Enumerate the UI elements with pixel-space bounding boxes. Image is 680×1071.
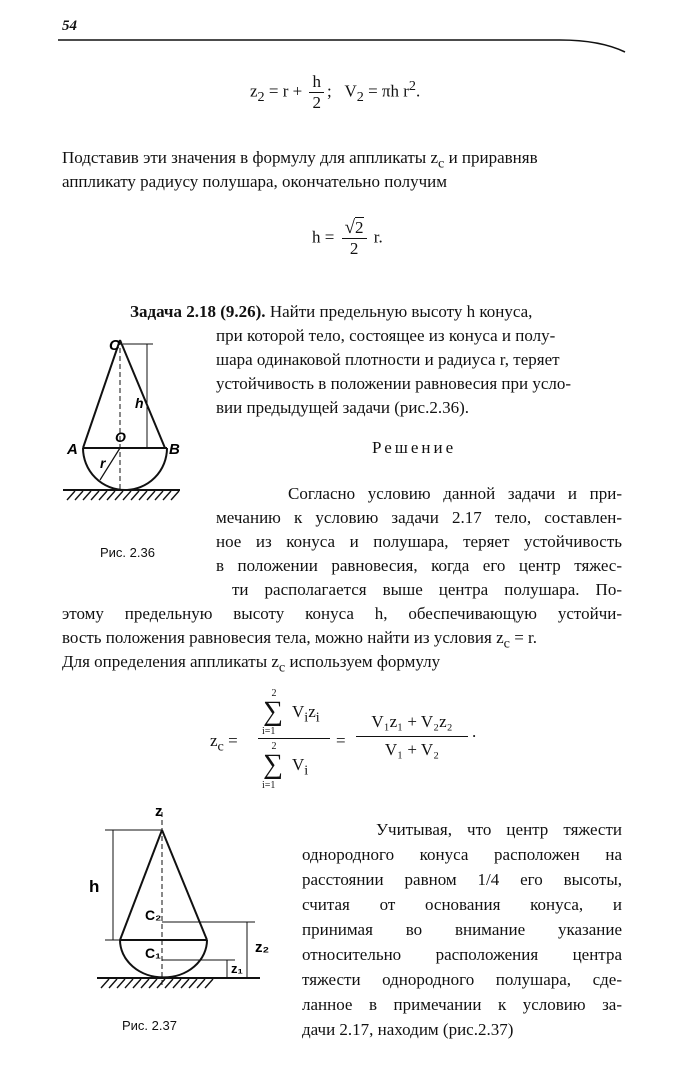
- paragraph-3-line-6: относительно расположения центра: [302, 945, 622, 964]
- page-number: 54: [62, 18, 77, 34]
- figure-2-36-caption: Рис. 2.36: [100, 545, 155, 560]
- paragraph-2-line-3: ное из конуса и полушара, теряет устойчивость: [216, 532, 622, 551]
- fig37-label-c2: C₂: [145, 907, 162, 923]
- paragraph-3-line-7: тяжести однородного полушара, сде-: [302, 970, 622, 989]
- formula-h: h = $\frac{√2}{2}$ r.: [312, 217, 383, 258]
- paragraph-3-line-5: принимая во внимание указание: [302, 920, 622, 939]
- paragraph-2-line-2: мечанию к условию задачи 2.17 тело, составлен-: [216, 508, 622, 527]
- paragraph-3-line-9: дачи 2.17, находим (рис.2.37): [302, 1020, 514, 1039]
- solution-heading: Решение: [372, 438, 457, 457]
- fig37-label-z: z: [155, 803, 163, 820]
- fig36-label-o: O: [115, 429, 126, 445]
- paragraph-1-line-2: аппликату радиусу полушара, окончательно получим: [62, 172, 448, 191]
- paragraph-2-line-8: Для определения аппликаты $z_c$ используем формулу: [62, 652, 441, 676]
- paragraph-3-line-3: расстоянии равном 1/4 его высоты,: [302, 870, 622, 889]
- paragraph-3-line-2: однородного конуса расположен на: [302, 845, 622, 864]
- paragraph-1-line-1: Подставив эти значения в формулу для аппликаты $z_c$ и приравняв: [62, 148, 538, 172]
- fig37-label-z2: z₂: [255, 939, 270, 956]
- paragraph-3-line-8: ланное в примечании к условию за-: [302, 995, 622, 1014]
- fig36-label-b: B: [169, 441, 180, 458]
- figure-2-36: [55, 330, 205, 520]
- task-line-4: устойчивость в положении равновесия при усло-: [216, 374, 572, 393]
- task-line-1: Задача 2.18 (9.26). Найти предельную высоту h конуса,: [130, 302, 533, 321]
- figure-2-37-caption: Рис. 2.37: [122, 1018, 177, 1033]
- formula-zc: $z_c$ = 2 ∑ $V_iz_i$ i=1 2 ∑ $V_i$ i=1 = V₁z₁ + V₂z₂ V₁ + V₂ .: [210, 688, 477, 791]
- paragraph-2-line-5: ти располагается выше центра полушара. По-: [232, 580, 622, 599]
- fig36-label-a: A: [67, 441, 78, 458]
- figure-2-37: [75, 800, 290, 1010]
- paragraph-2-line-6: этому предельную высоту конуса h, обеспечивающую устойчи-: [62, 604, 622, 623]
- fig37-label-c1: C₁: [145, 945, 161, 961]
- paragraph-3-line-4: считая от основания конуса, и: [302, 895, 622, 914]
- task-line-5: вии предыдущей задачи (рис.2.36).: [216, 398, 469, 417]
- fig36-label-r: r: [100, 455, 106, 471]
- paragraph-2-line-7: вость положения равновесия тела, можно найти из условия $z_c = r$.: [62, 628, 537, 652]
- fig37-label-z1: z₁: [231, 961, 243, 976]
- formula-z2-v2: $z_2 = r$ + $\frac{h}{2}$ ; $V_2 = \pi h$ $r^2$.: [250, 72, 421, 112]
- header-rule: [0, 0, 680, 60]
- paragraph-2-line-1: Согласно условию данной задачи и при-: [288, 484, 622, 503]
- task-line-2: при которой тело, состоящее из конуса и полу-: [216, 326, 556, 345]
- paragraph-2-line-4: в положении равновесия, когда его центр тяжес-: [216, 556, 622, 575]
- fig37-label-h: h: [89, 877, 100, 896]
- paragraph-3-line-1: Учитывая, что центр тяжести: [376, 820, 622, 839]
- fig36-label-h: h: [135, 395, 144, 411]
- task-line-3: шара одинаковой плотности и радиуса r, теряет: [216, 350, 560, 369]
- fig36-label-c: C: [109, 337, 120, 354]
